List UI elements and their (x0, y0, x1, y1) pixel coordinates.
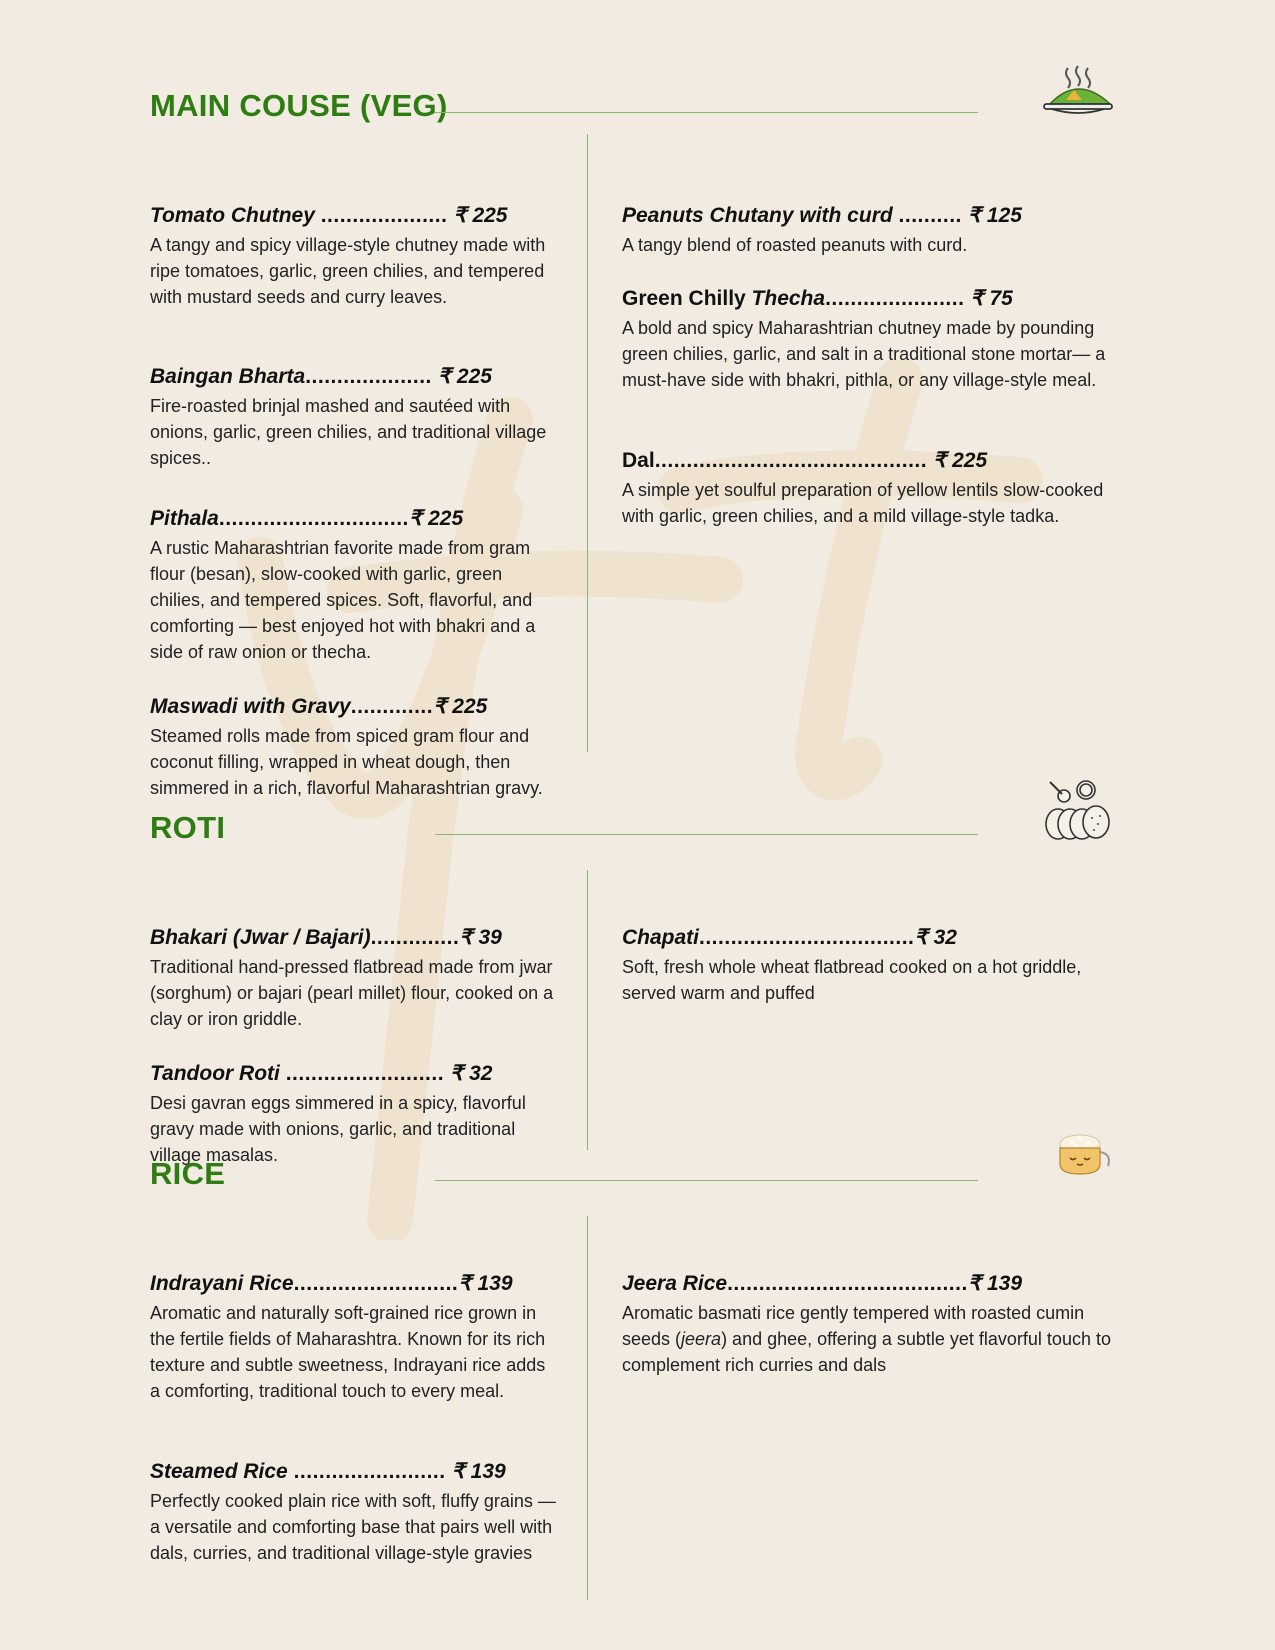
section-columns (150, 138, 1130, 798)
item-name: Bhakari (Jwar / Bajari) (150, 926, 371, 949)
item-description-italic: jeera (681, 1329, 722, 1349)
item-name: Maswadi with Gravy (150, 695, 351, 718)
item-description: Desi gavran eggs simmered in a spicy, flavorful gravy made with onions, garlic, and traditional village masalas. (150, 1093, 526, 1165)
item-heading (622, 925, 1122, 950)
item-name (622, 287, 825, 310)
item-price: ₹ 225 (433, 695, 488, 718)
menu-item (622, 1271, 1122, 1378)
item-dots: .......... (898, 204, 962, 227)
item-description: A simple yet soulful preparation of yellow lentils slow-cooked with garlic, green chilies, and a mild village-style tadka. (622, 480, 1104, 526)
item-heading (150, 1271, 560, 1296)
item-dots: ............. (350, 695, 434, 718)
item-price: ₹ 225 (447, 204, 508, 227)
item-description-part: Aromatic basmati rice gently tempered with roasted cumin seeds ( (622, 1303, 1085, 1349)
item-dots: .................................. (699, 926, 915, 949)
section-title: ROTI (150, 810, 226, 845)
item-price: ₹ 139 (458, 1272, 513, 1295)
item-heading (150, 1061, 560, 1086)
column-divider (587, 870, 588, 1150)
veg-plate-icon (1038, 58, 1118, 120)
section-main-course (150, 88, 1130, 798)
item-description: A tangy and spicy village-style chutney made with ripe tomatoes, garlic, green chilies, and tempered with mustard seeds and curry leaves. (150, 235, 546, 307)
item-name-italic-part: Thecha (751, 287, 826, 310)
item-name: Steamed Rice (150, 1460, 294, 1483)
item-heading (622, 1271, 1122, 1296)
item-name-part: Green Chilly (622, 287, 752, 310)
item-price: ₹ 39 (459, 926, 502, 949)
item-heading (622, 203, 1122, 228)
item-description (622, 1300, 1122, 1378)
menu-item (150, 364, 560, 471)
menu-item (150, 506, 560, 665)
item-name: Tandoor Roti (150, 1062, 286, 1085)
item-dots: ........................ (293, 1460, 446, 1483)
menu-item (622, 448, 1122, 529)
menu-item (150, 925, 560, 1032)
roti-icon (1038, 780, 1118, 842)
item-name: Jeera Rice (622, 1272, 728, 1295)
item-dots: ......................... (285, 1062, 445, 1085)
item-dots: ...................................... (727, 1272, 968, 1295)
section-title: MAIN COUSE (VEG) (150, 88, 448, 123)
item-price: ₹ 125 (961, 204, 1022, 227)
menu-item (150, 1061, 560, 1168)
menu-item (622, 203, 1122, 258)
item-name: Baingan Bharta (150, 365, 306, 388)
menu-item (150, 203, 560, 310)
section-rice (150, 1156, 1130, 1596)
section-columns (150, 1206, 1130, 1596)
item-dots: .................... (305, 365, 432, 388)
item-name: Dal (622, 449, 655, 472)
menu-item (150, 1271, 560, 1404)
item-heading (150, 506, 560, 531)
item-description-part: ) and ghee, offering a subtle yet flavorful touch to complement rich curries and dals (622, 1329, 1111, 1375)
item-description: Soft, fresh whole wheat flatbread cooked on a hot griddle, served warm and puffed (622, 957, 1082, 1003)
section-rule (435, 834, 978, 835)
item-heading (150, 364, 560, 389)
item-price: ₹ 139 (967, 1272, 1023, 1295)
item-heading (150, 203, 560, 228)
item-description: A rustic Maharashtrian favorite made from gram flour (besan), slow-cooked with garlic, green chilies, and tempered spices. Soft, flavorful, and comforting — best enjoyed hot with bhakri and a side of raw onion or thecha. (150, 538, 536, 662)
section-columns (150, 860, 1130, 1165)
item-description: Traditional hand-pressed flatbread made from jwar (sorghum) or bajari (pearl millet) flour, cooked on a clay or iron griddle. (150, 957, 554, 1029)
item-dots: .................... (320, 204, 448, 227)
section-rule (435, 112, 978, 113)
item-name: Peanuts Chutany with curd (622, 204, 899, 227)
menu-item (622, 286, 1122, 393)
item-description: Steamed rolls made from spiced gram flour and coconut filling, wrapped in wheat dough, then simmered in a rich, flavorful Maharashtrian gravy. (150, 726, 543, 798)
section-rule (435, 1180, 978, 1181)
item-price: ₹ 225 (431, 365, 492, 388)
item-price: ₹ 139 (445, 1460, 506, 1483)
item-price: ₹ 32 (444, 1062, 493, 1085)
item-description: Fire-roasted brinjal mashed and sautéed with onions, garlic, green chilies, and traditional village spices.. (150, 396, 547, 468)
item-name: Indrayani Rice (150, 1272, 294, 1295)
item-dots: ........................................... (654, 449, 928, 472)
item-description: Perfectly cooked plain rice with soft, fluffy grains — a versatile and comforting base that pairs well with dals, curries, and traditional village-style gravies (150, 1491, 556, 1563)
item-heading (622, 286, 1122, 311)
item-description: A tangy blend of roasted peanuts with curd. (622, 235, 968, 255)
item-heading (150, 925, 560, 950)
menu-item (150, 694, 560, 801)
section-roti (150, 810, 1130, 1165)
item-price: ₹ 225 (927, 449, 988, 472)
item-heading (150, 694, 560, 719)
item-heading (622, 448, 1122, 473)
item-price: ₹ 75 (964, 287, 1013, 310)
item-dots: .............. (370, 926, 460, 949)
item-dots: .............................. (218, 507, 409, 530)
item-name: Pithala (150, 507, 219, 530)
rice-pot-icon (1038, 1126, 1118, 1188)
item-dots: ...................... (825, 287, 965, 310)
item-dots: .......................... (293, 1272, 459, 1295)
section-header (150, 810, 1130, 860)
item-name: Chapati (622, 926, 700, 949)
menu-item (622, 925, 1122, 1006)
item-description: Aromatic and naturally soft-grained rice grown in the fertile fields of Maharashtra. Known for its rich texture and subtle sweetness, Indrayani rice adds a comforting, traditional touch to every meal. (150, 1303, 546, 1401)
column-divider (587, 134, 588, 752)
item-name: Tomato Chutney (150, 204, 321, 227)
column-divider (587, 1216, 588, 1600)
section-title: RICE (150, 1156, 226, 1191)
item-heading (150, 1459, 560, 1484)
menu-item (150, 1459, 560, 1566)
item-price: ₹ 32 (914, 926, 957, 949)
section-header (150, 1156, 1130, 1206)
item-description: A bold and spicy Maharashtrian chutney made by pounding green chilies, garlic, and salt in a traditional stone mortar— a must-have side with bhakri, pithla, or any village-style meal. (622, 318, 1106, 390)
item-price: ₹ 225 (408, 507, 464, 530)
section-header (150, 88, 1130, 138)
